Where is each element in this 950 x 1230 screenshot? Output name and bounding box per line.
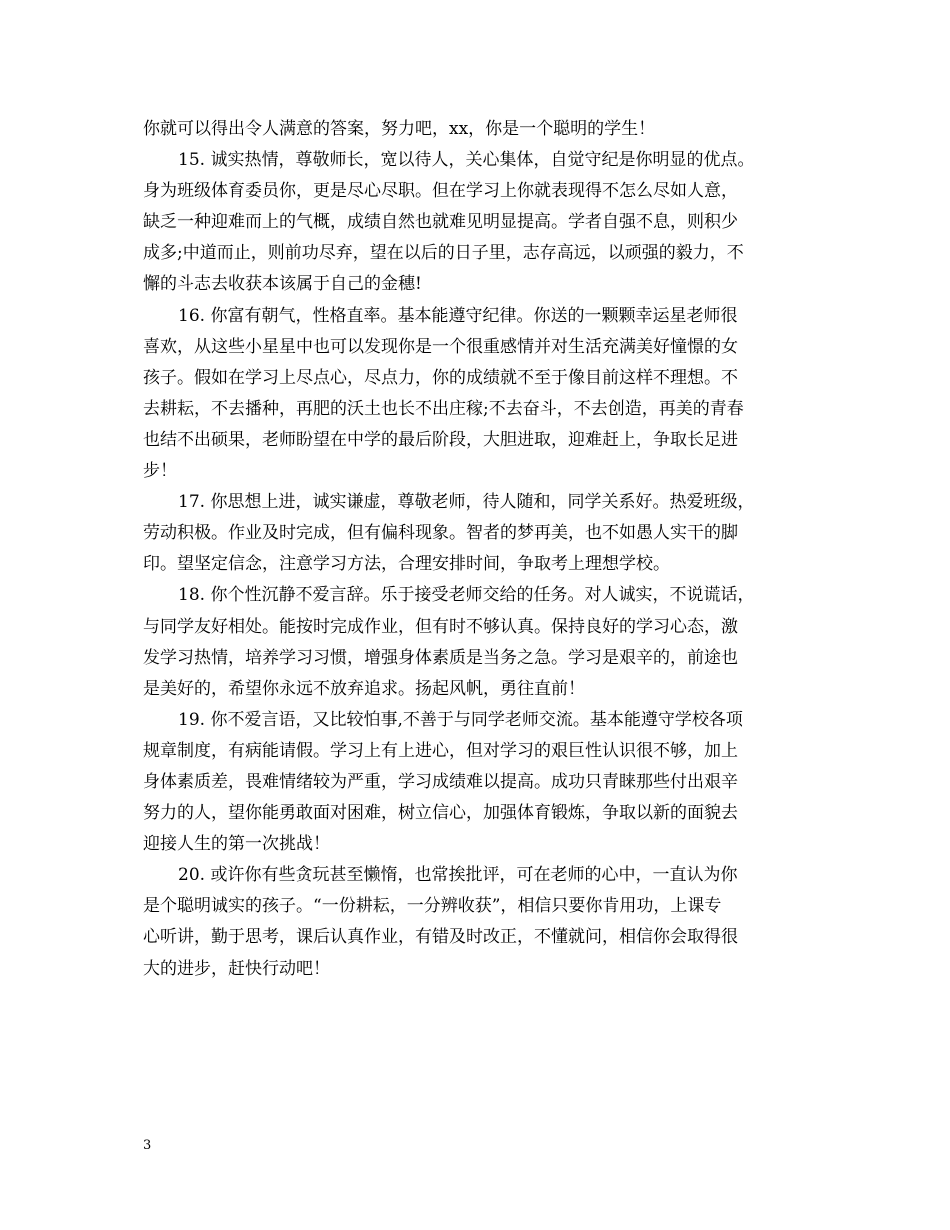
text-line: 大的进步，赶快行动吧！ [143, 958, 330, 979]
text-line: 是个聪明诚实的孩子。“一份耕耘，一分辨收获”，相信只要你肯用功，上课专 [143, 896, 722, 917]
text-line: 劳动积极。作业及时完成，但有偏科现象。智者的梦再美，也不如愚人实干的脚 [143, 523, 738, 544]
page-number: 3 [143, 1138, 152, 1153]
text-line: 发学习热情，培养学习习惯，增强身体素质是当务之急。学习是艰辛的，前途也 [143, 647, 738, 668]
text-line: 身为班级体育委员你，更是尽心尽职。但在学习上你就表现得不怎么尽如人意， [143, 181, 738, 202]
text-line: 16. 你富有朝气，性格直率。基本能遵守纪律。你送的一颗颗幸运星老师很 [178, 305, 738, 326]
text-line: 15. 诚实热情，尊敬师长，宽以待人，关心集体，自觉守纪是你明显的优点。 [178, 150, 755, 171]
text-line: 心听讲，勤于思考，课后认真作业，有错及时改正，不懂就问，相信你会取得很 [143, 927, 738, 948]
text-line: 20. 或许你有些贪玩甚至懒惰，也常挨批评，可在老师的心中，一直认为你 [178, 865, 738, 886]
text-line: 你就可以得出令人满意的答案，努力吧，xx，你是一个聪明的学生！ [143, 119, 656, 139]
text-line: 17. 你思想上进，诚实谦虚，尊敬老师，待人随和，同学关系好。热爱班级， [178, 492, 755, 513]
text-line: 缺乏一种迎难而上的气概，成绩自然也就难见明显提高。学者自强不息，则积少 [143, 212, 738, 233]
text-line: 与同学友好相处。能按时完成作业，但有时不够认真。保持良好的学习心态，激 [143, 616, 738, 637]
text-line: 是美好的，希望你永远不放弃追求。扬起风帆，勇往直前！ [143, 678, 585, 699]
text-line: 印。望坚定信念，注意学习方法，合理安排时间，争取考上理想学校。 [143, 554, 670, 575]
text-line: 也结不出硕果，老师盼望在中学的最后阶段，大胆进取，迎难赶上，争取长足进 [143, 429, 738, 450]
body-text [143, 114, 843, 985]
text-line: 身体素质差，畏难情绪较为严重，学习成绩难以提高。成功只青睐那些付出艰辛 [143, 771, 738, 792]
text-line: 19. 你不爱言语，又比较怕事,不善于与同学老师交流。基本能遵守学校各项 [178, 709, 743, 730]
text-line: 迎接人生的第一次挑战！ [143, 834, 330, 855]
text-line: 成多;中道而止，则前功尽弃，望在以后的日子里，志存高远，以顽强的毅力，不 [143, 243, 744, 264]
text-line: 去耕耘，不去播种，再肥的沃土也长不出庄稼;不去奋斗，不去创造，再美的青春 [143, 398, 744, 419]
text-line: 孩子。假如在学习上尽点心，尽点力，你的成绩就不至于像目前这样不理想。不 [143, 367, 738, 388]
text-line: 喜欢，从这些小星星中也可以发现你是一个很重感情并对生活充满美好憧憬的女 [143, 336, 738, 357]
text-line: 18. 你个性沉静不爱言辞。乐于接受老师交给的任务。对人诚实，不说谎话， [178, 585, 755, 606]
text-line: 懈的斗志去收获本该属于自己的金穗! [143, 274, 422, 295]
text-line: 努力的人，望你能勇敢面对困难，树立信心，加强体育锻炼，争取以新的面貌去 [143, 803, 738, 824]
text-line: 规章制度，有病能请假。学习上有上进心，但对学习的艰巨性认识很不够，加上 [143, 740, 738, 761]
text-line: 步！ [143, 461, 177, 482]
